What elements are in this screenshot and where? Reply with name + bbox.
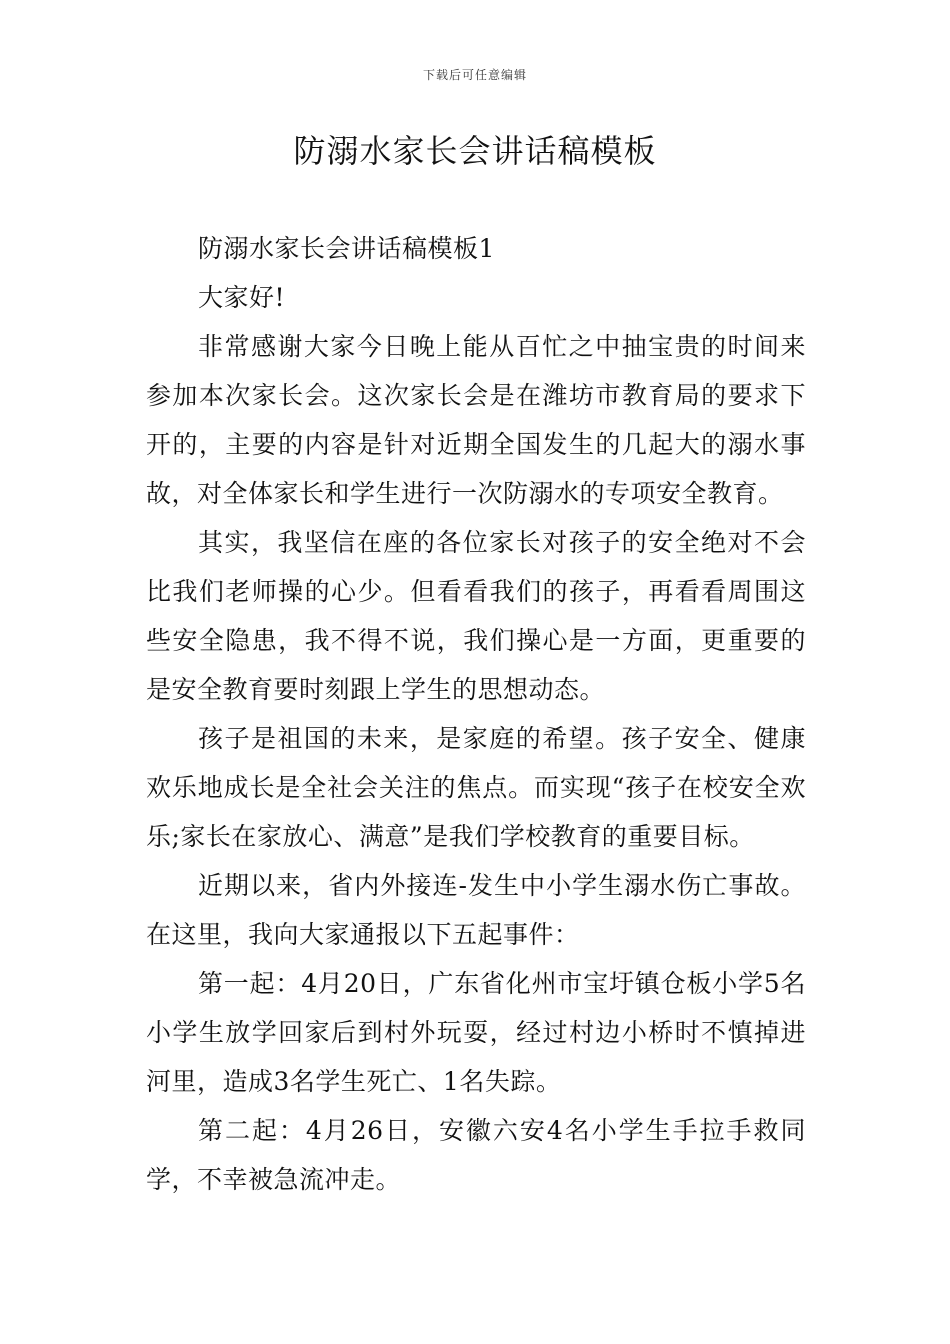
paragraph-greeting: 大家好! [198,283,286,312]
paragraph: 第一起：4月20日，广东省化州市宝圩镇仓板小学5名小学生放学回家后到村外玩耍，经过村边小桥时不慎掉进河里，造成3名学生死亡、1名失踪。 [146,969,806,1096]
paragraph-subtitle: 防溺水家长会讲话稿模板1 [198,234,495,263]
paragraph: 其实，我坚信在座的各位家长对孩子的安全绝对不会比我们老师操的心少。但看看我们的孩子，再看看周围这些安全隐患，我不得不说，我们操心是一方面，更重要的是安全教育要时刻跟上学生的思想动态。 [146,528,806,704]
paragraph: 非常感谢大家今日晚上能从百忙之中抽宝贵的时间来参加本次家长会。这次家长会是在潍坊市教育局的要求下开的，主要的内容是针对近期全国发生的几起大的溺水事故，对全体家长和学生进行一次防溺水的专项安全教育。 [146,332,806,508]
document-title: 防溺水家长会讲话稿模板 [293,132,657,170]
paragraph: 孩子是祖国的未来，是家庭的希望。孩子安全、健康欢乐地成长是全社会关注的焦点。而实现“孩子在校安全欢乐;家长在家放心、满意”是我们学校教育的重要目标。 [146,724,806,851]
header-note: 下载后可任意编辑 [422,68,527,82]
paragraph: 第二起：4月26日，安徽六安4名小学生手拉手救同学，不幸被急流冲走。 [146,1116,806,1194]
paragraph: 近期以来，省内外接连-发生中小学生溺水伤亡事故。在这里，我向大家通报以下五起事件： [146,871,806,949]
document-body [146,224,806,1204]
